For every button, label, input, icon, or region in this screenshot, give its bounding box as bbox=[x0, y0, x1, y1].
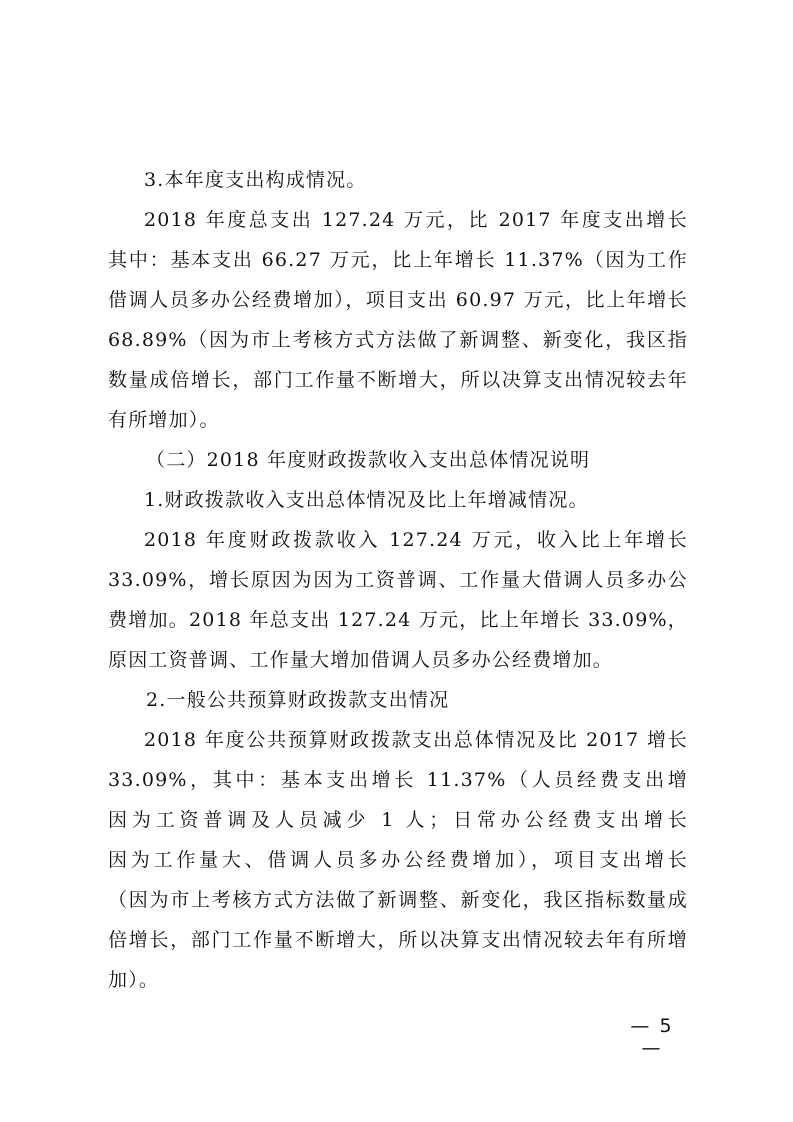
paragraph-line: 倍增长，部门工作量不断增大，所以决算支出情况较去年有所增 bbox=[108, 929, 688, 951]
paragraph-line: 费增加。2018 年总支出 127.24 万元，比上年增长 33.09%， bbox=[108, 609, 688, 631]
document-body bbox=[108, 160, 688, 1000]
paragraph-line: 有所增加）。 bbox=[108, 409, 220, 431]
paragraph-line: 原因工资普调、工作量大增加借调人员多办公经费增加。 bbox=[108, 649, 614, 671]
paragraph-line: 68.89%（因为市上考核方式方法做了新调整、新变化，我区指 bbox=[108, 329, 688, 351]
paragraph-line: 加）。 bbox=[108, 969, 160, 991]
paragraph-line: 因为工作量大、借调人员多办公经费增加），项目支出增长 bbox=[108, 849, 688, 871]
paragraph-line: 33.09%，其中：基本支出增长 11.37%（人员经费支出增 bbox=[108, 769, 688, 791]
paragraph-line: 借调人员多办公经费增加），项目支出 60.97 万元，比上年增长 bbox=[108, 289, 688, 311]
subsection-heading-income-expenditure: 1.财政拨款收入支出总体情况及比上年增减情况。 bbox=[144, 489, 589, 511]
page-number: — 5 — bbox=[630, 1015, 674, 1059]
paragraph-line: 因为工资普调及人员减少 1 人；日常办公经费支出增长 bbox=[108, 809, 688, 831]
paragraph-line: 2018 年度总支出 127.24 万元，比 2017 年度支出增长 bbox=[144, 209, 688, 231]
paragraph-line: 2018 年度公共预算财政拨款支出总体情况及比 2017 增长 bbox=[144, 729, 688, 751]
paragraph-line: 33.09%，增长原因为因为工资普调、工作量大借调人员多办公 bbox=[108, 569, 688, 591]
paragraph-line: 2018 年度财政拨款收入 127.24 万元，收入比上年增长 bbox=[144, 529, 688, 551]
paragraph-line: 其中：基本支出 66.27 万元，比上年增长 11.37%（因为工作 bbox=[108, 249, 688, 271]
paragraph-heading-expenditure-composition: 3.本年度支出构成情况。 bbox=[144, 169, 367, 191]
subsection-heading-public-budget: 2.一般公共预算财政拨款支出情况 bbox=[146, 689, 450, 711]
paragraph-line: （因为市上考核方式方法做了新调整、新变化，我区指标数量成 bbox=[108, 889, 688, 911]
paragraph-line: 数量成倍增长，部门工作量不断增大，所以决算支出情况较去年 bbox=[108, 369, 688, 391]
section-heading-fiscal-appropriation: （二）2018 年度财政拨款收入支出总体情况说明 bbox=[146, 449, 591, 471]
